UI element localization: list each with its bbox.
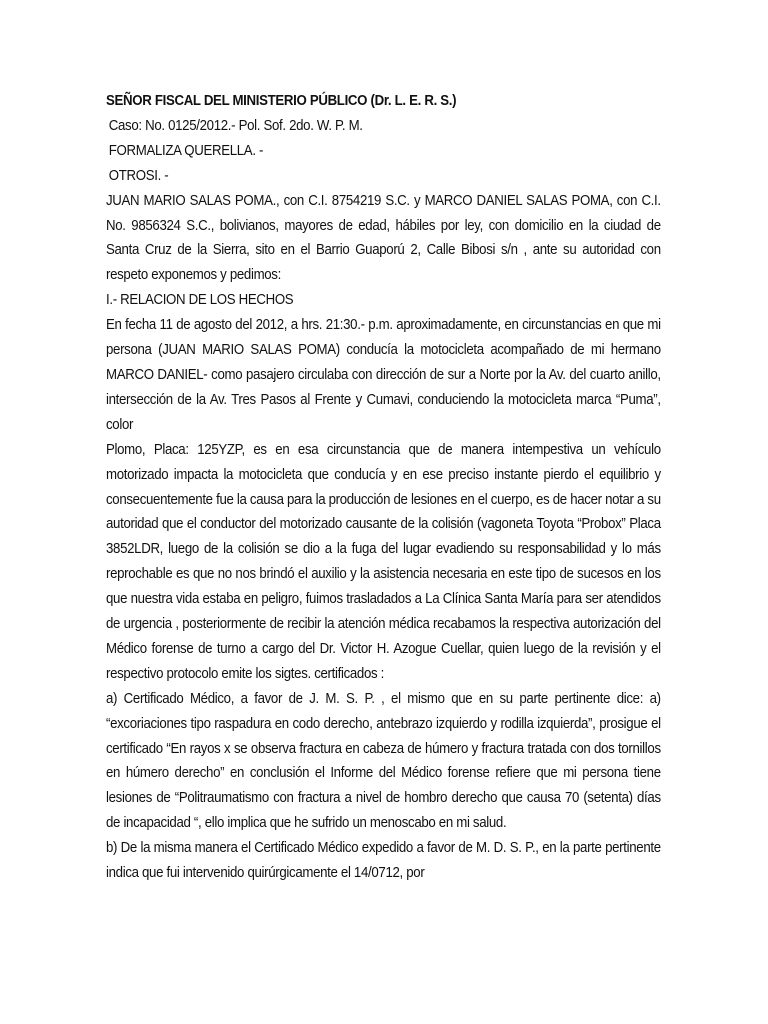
intro-paragraph: JUAN MARIO SALAS POMA., con C.I. 8754219 S.C. y MARCO DANIEL SALAS POMA, con C.I. No. 9856324 S.C., bolivianos, mayores de edad, hábiles por ley, con domicilio en la ciudad de Santa Cruz de la Sierra, sito en el Barrio Guaporú 2, Calle Bibosi s/n , ante su autoridad con respeto exponemos y pedimos:	[106, 192, 661, 284]
list-item-b: b) De la misma manera el Certificado Médico expedido a favor de M. D. S. P., en la parte pertinente indica que fui intervenido quirúrgicamente el 14/0712, por	[106, 840, 661, 882]
list-item-a: a) Certificado Médico, a favor de J. M. S. P. , el mismo que en su parte pertinente dice: a) “excoriaciones tipo raspadura en codo derecho, antebrazo izquierdo y rodilla izquierda”, prosigue el certificado “En rayos x se observa fractura en cabeza de húmero y fractura tratada con dos tornillos en húmero derecho” en conclusión el Informe del Médico forense refiere que mi persona tiene lesiones de “Politraumatismo con fractura a nivel de hombro derecho que causa 70 (setenta) días de incapacidad “, ello implica que he sufrido un menoscabo en mi salud.	[106, 690, 661, 832]
case-line: Caso: No. 0125/2012.- Pol. Sof. 2do. W. P. M.	[108, 117, 363, 134]
document-heading: SEÑOR FISCAL DEL MINISTERIO PÚBLICO (Dr. L. E. R. S.)	[106, 93, 457, 109]
facts-paragraph-2: Plomo, Placa: 125YZP, es en esa circunstancia que de manera intempestiva un vehículo motorizado impacta la motocicleta que conducía y en ese preciso instante pierdo el equilibrio y consecuentemente fue la causa para la producción de lesiones en el cuerpo, es de hacer notar a su autoridad que el conductor del motorizado causante de la colisión (vagoneta Toyota “Probox” Placa 3852LDR, luego de la colisión se dio a la fuga del lugar evadiendo su responsabilidad y lo más reprochable es que no nos brindó el auxilio y la asistencia necesaria en este tipo de sucesos en los que nuestra vida estaba en peligro, fuimos trasladados a La Clínica Santa María para ser atendidos de urgencia , posteriormente de recibir la atención médica recabamos la respectiva autorización del Médico forense de turno a cargo del Dr. Victor H. Azogue Cuellar, quien luego de la revisión y el respectivo protocolo emite los sigtes. certificados :	[106, 441, 661, 682]
subject-line: FORMALIZA QUERELLA. -	[108, 142, 264, 159]
document-body	[106, 89, 661, 886]
otrosi-line: OTROSI. -	[108, 167, 169, 184]
facts-paragraph-1: En fecha 11 de agosto del 2012, a hrs. 21:30.- p.m. aproximadamente, en circunstancias en que mi persona (JUAN MARIO SALAS POMA) conducía la motocicleta acompañado de mi hermano MARCO DANIEL- como pasajero circulaba con dirección de sur a Norte por la Av. del cuarto anillo, intersección de la Av. Tres Pasos al Frente y Cumavi, conduciendo la motocicleta marca “Puma”, color	[106, 317, 661, 433]
section-title: I.- RELACION DE LOS HECHOS	[106, 292, 294, 309]
